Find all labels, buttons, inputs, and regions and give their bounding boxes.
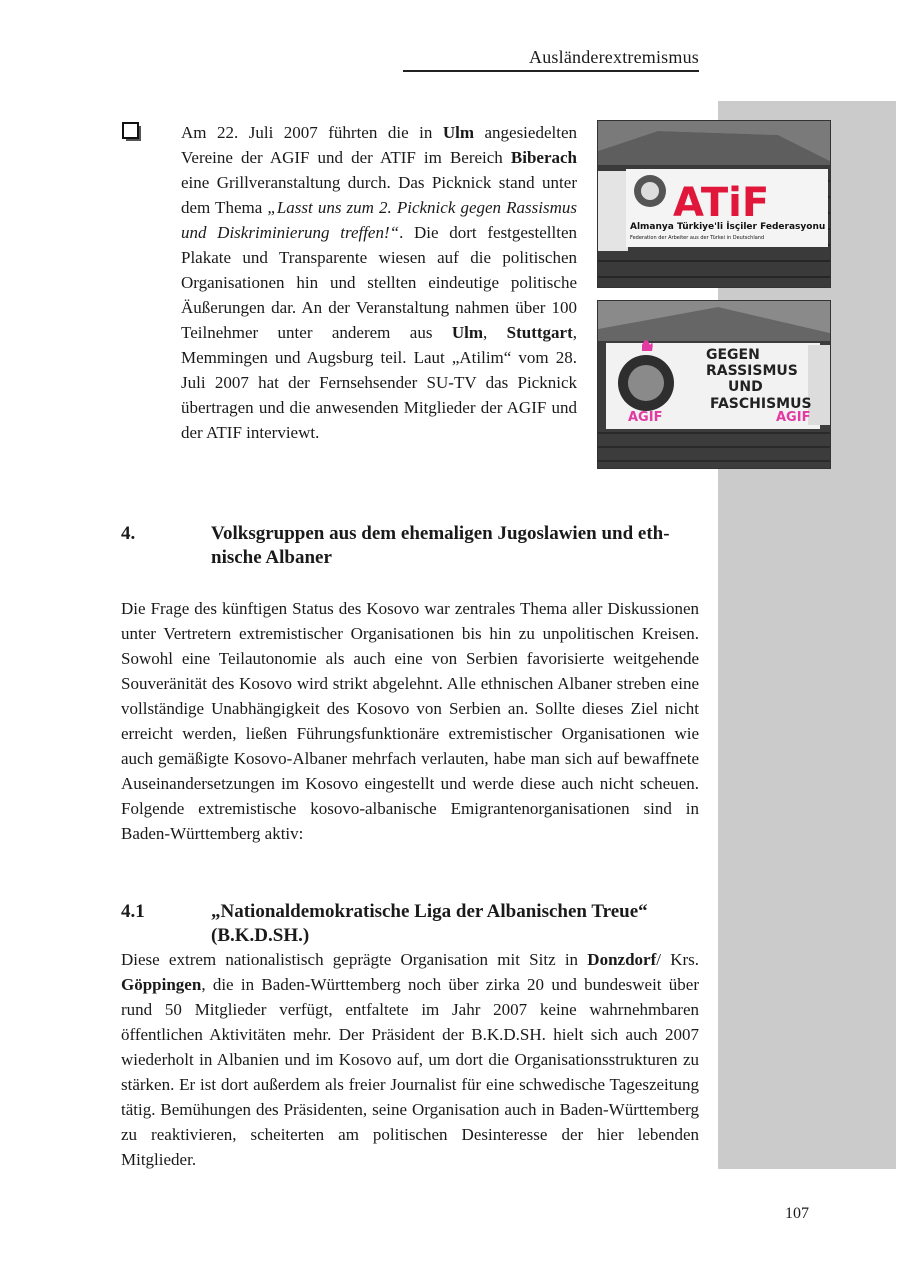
page-number: 107 [785, 1205, 809, 1222]
section-4-number: 4. [121, 523, 136, 544]
atif-banner-line1: Almanya Türkiye'li İsçiler Federasyonu [630, 222, 826, 232]
bold-run: Göppingen [121, 975, 202, 994]
text-run: eine Grillveranstaltung durch. Das Picknick stand unter dem Thema [181, 173, 577, 217]
text-run: , Memmingen und Augsburg teil. Laut „Atilim“ vom 28. Juli 2007 hat der Fernsehsender SU-TV das Picknick übertragen und die anwesenden Mitglieder der AGIF und der ATIF interviewt. [181, 323, 577, 442]
checkbox-bullet-icon [122, 122, 139, 139]
section-4-1-number: 4.1 [121, 901, 145, 922]
agif-banner-line1: GEGEN [706, 347, 760, 363]
text-run: , [483, 323, 507, 342]
photo-agif-banner [597, 300, 831, 469]
bold-run: Biberach [510, 148, 577, 167]
photo-atif-banner [597, 120, 831, 288]
bold-run: Donzdorf [587, 950, 657, 969]
section-4-title: Volksgruppen aus dem ehemaligen Jugoslawien und ethnische Albaner [211, 523, 670, 568]
agif-banner-line2: RASSISMUS [706, 363, 798, 379]
header-rule [403, 70, 699, 72]
agif-banner-line4: FASCHISMUS [710, 396, 812, 412]
running-header: Ausländerextremismus [529, 47, 699, 67]
intro-paragraph [181, 120, 577, 445]
agif-logo-left: AGIF [628, 410, 663, 425]
text-run: , die in Baden-Württemberg noch über zirka 20 und bundesweit über rund 50 Mitglieder verfügt, entfaltete im Jahr 2007 keine wahrnehmbaren öffentlichen Aktivitäten mehr. Der Präsident der B.K.D.SH. hielt sich auch 2007 wiederholt in Albanien und im Kosovo auf, um dort die Organisationsstrukturen zu stärken. Er ist dort außerdem als freier Journalist für eine schwedische Tageszeitung tätig. Bemühungen des Präsidenten, seine Organisation auch in Baden-Württemberg zu reaktivieren, scheiterten am politischen Desinteresse der hier lebenden Mitglieder. [121, 975, 699, 1169]
bold-run: Ulm [442, 123, 474, 142]
section-4-1-paragraph [121, 947, 699, 1172]
text-run: . Die dort festgestellten Plakate und Transparente wiesen auf die politischen Organisationen hin und stellten eindeutige politische Äußerungen dar. An der Veranstaltung nahmen über 100 Teilnehmer unter anderem aus [181, 223, 578, 342]
atif-banner-title: ATiF [673, 180, 770, 226]
italic-run: „Lasst uns zum 2. Picknick gegen Rassismus und Diskriminierung treffen!“ [181, 198, 577, 242]
text-run: / Krs. [656, 950, 700, 969]
bold-run: Stuttgart [506, 323, 573, 342]
agif-logo-right: AGIF [776, 410, 811, 425]
atif-banner-line2: Federation der Arbeiter aus der Türkei in Deutschland [630, 235, 765, 241]
bold-run: Ulm [451, 323, 483, 342]
section-4-1-title: „Nationaldemokratische Liga der Albanischen Treue“ (B.K.D.SH.) [211, 901, 648, 946]
text-run: Am 22. Juli 2007 führten die in [181, 123, 443, 142]
agif-banner-line3: UND [728, 379, 763, 395]
text-run: Diese extrem nationalistisch geprägte Organisation mit Sitz in [121, 950, 588, 969]
text-run: angesiedelten Vereine der AGIF und der ATIF im Bereich [181, 123, 577, 167]
section-4-paragraph: Die Frage des künftigen Status des Kosovo war zentrales Thema aller Diskussionen unter Vertretern extremistischer Organisationen bis hin zu unpolitischen Kreisen. Sowohl eine Teilautonomie als auch eine von Serbien favorisierte weitgehende Souveränität des Kosovo wird strikt abgelehnt. Alle ethnischen Albaner streben eine vollständige Unabhängigkeit des Kosovo von Serbien an. Sollte dieses Ziel nicht erreicht werden, ließen Führungsfunktionäre extremistischer Organisationen wie auch gemäßigte Kosovo-Albaner mehrfach verlauten, habe man sich auf bewaffnete Auseinandersetzungen im Kosovo eingestellt und werde diese auch nicht scheuen. Folgende extremistische kosovo-albanische Emigrantenorganisationen sind in Baden-Württemberg aktiv: [121, 599, 699, 843]
